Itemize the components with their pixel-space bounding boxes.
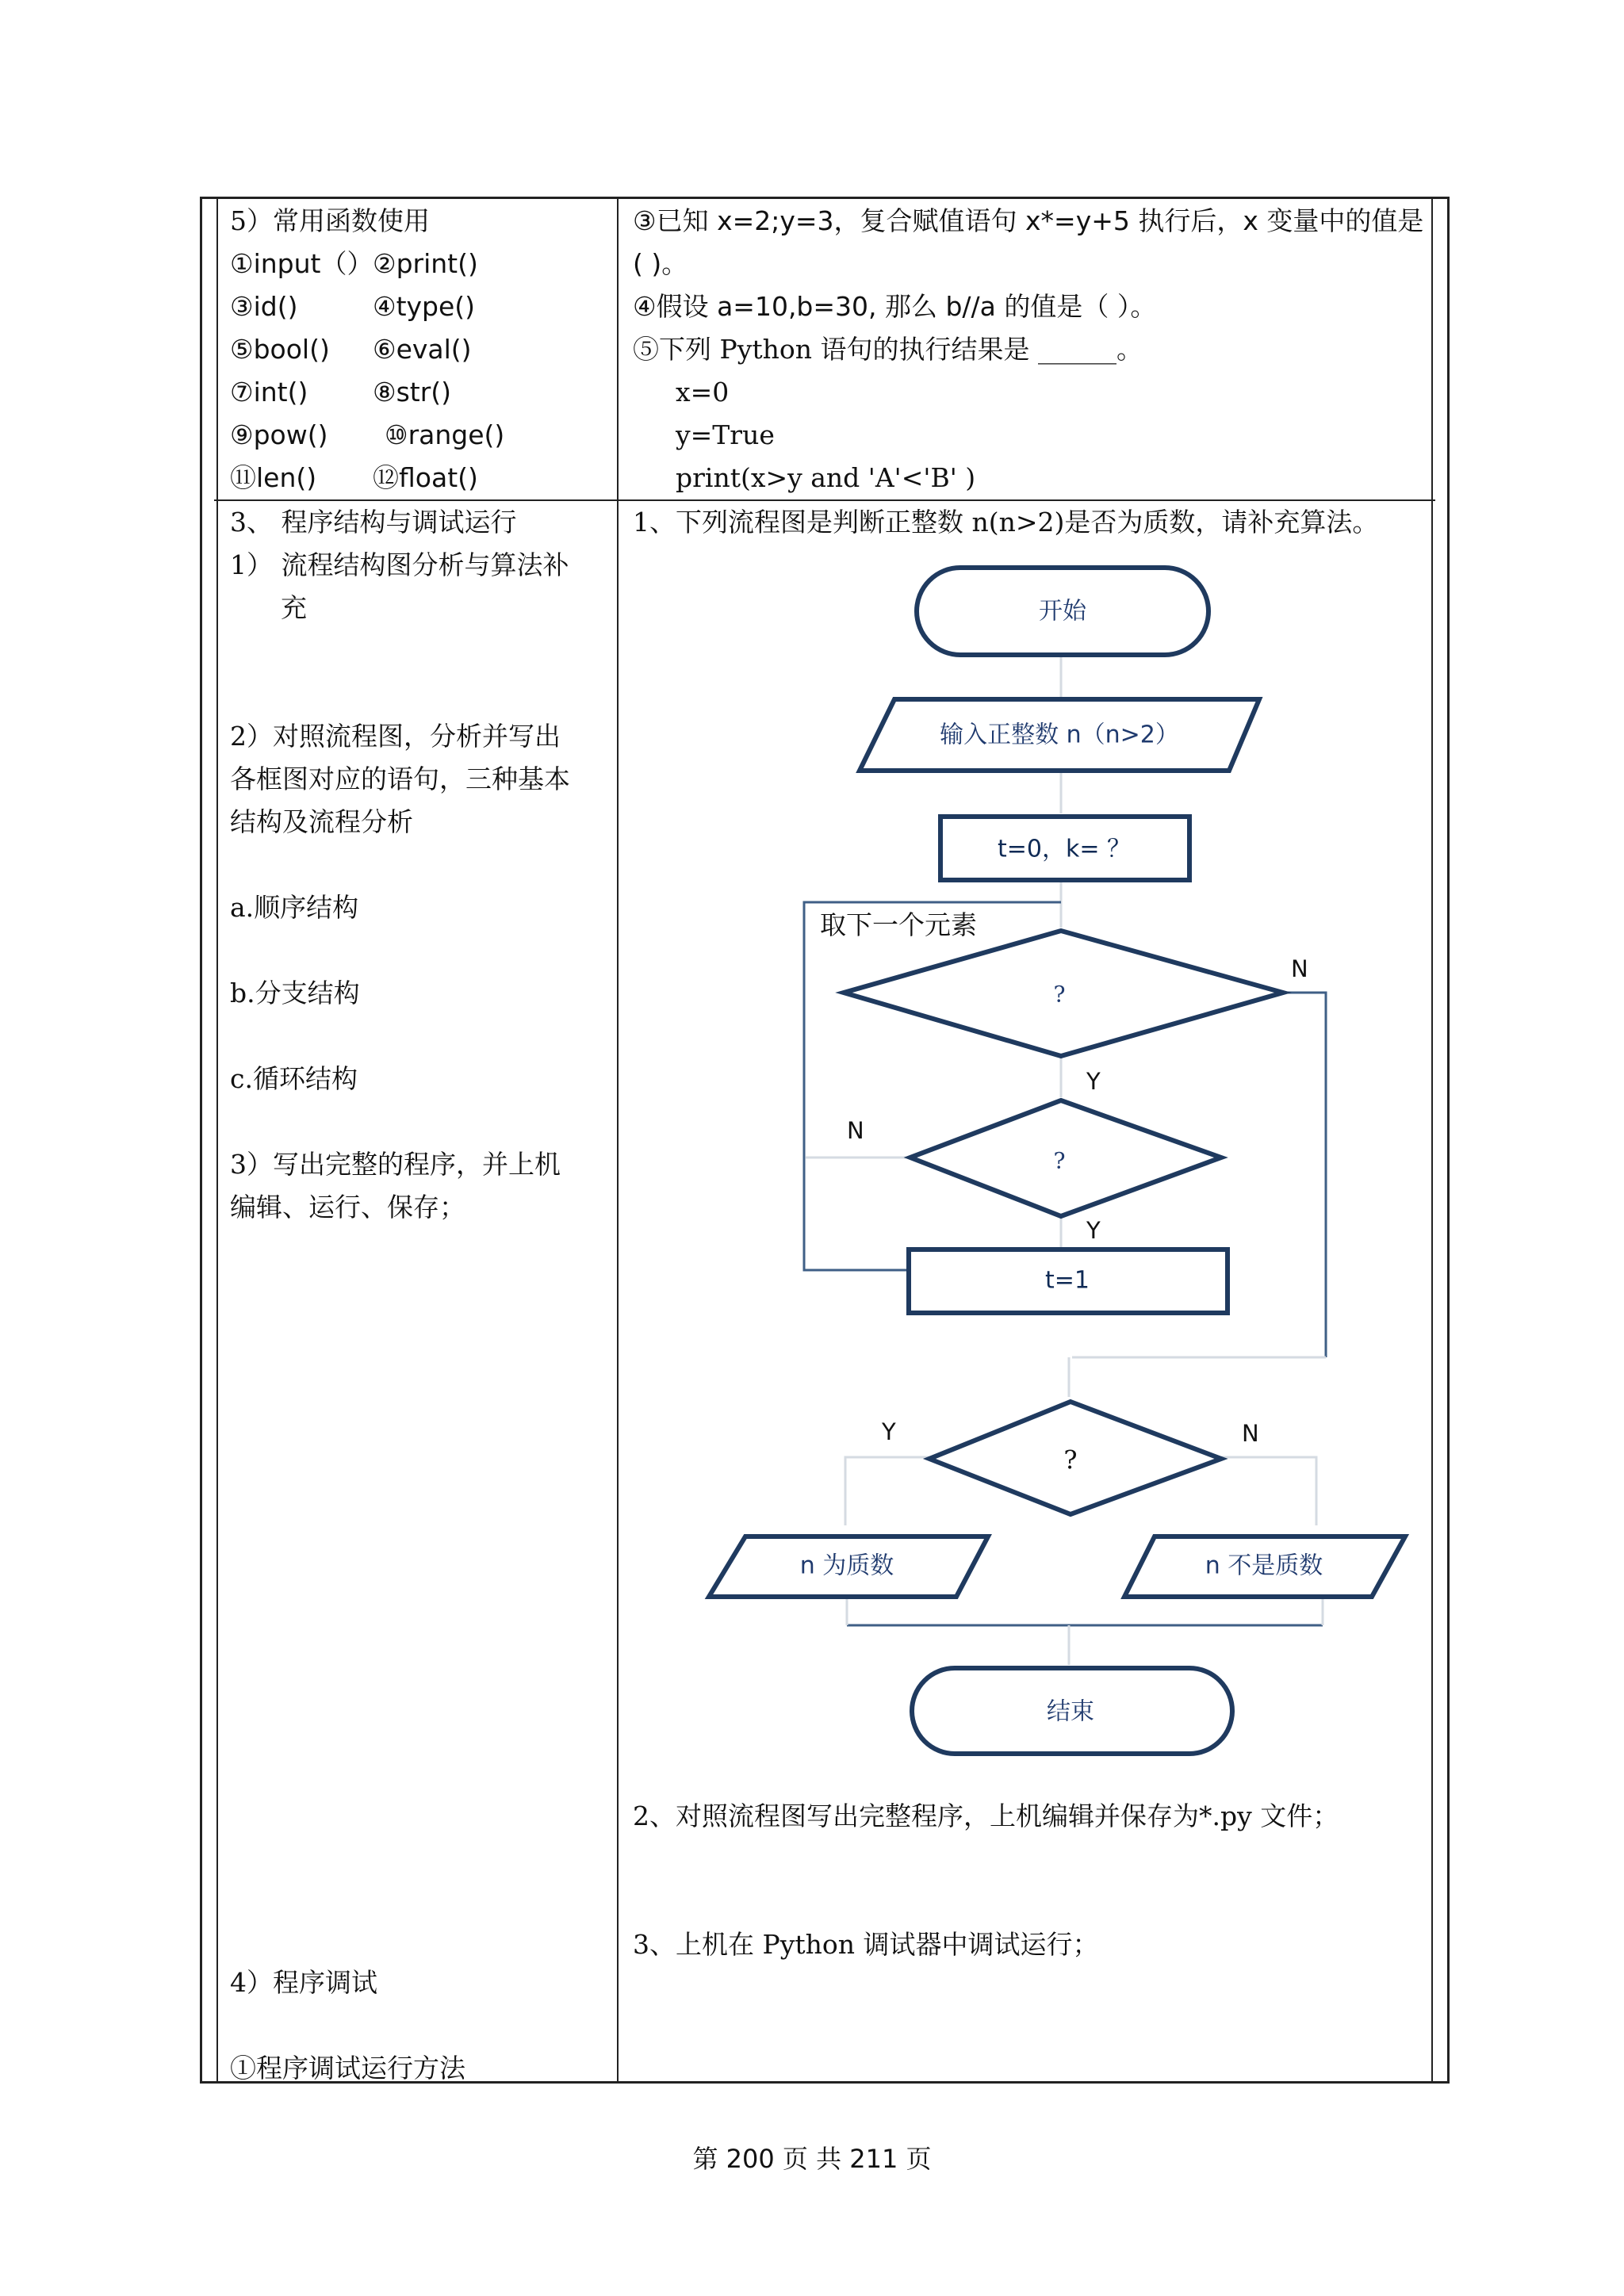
- func-float: ⑫float(): [373, 462, 478, 493]
- code-line-3: print(x>y and 'A'<'B' ): [676, 462, 976, 493]
- condition-2-diamond: [910, 1100, 1221, 1216]
- func-print: ②print(): [373, 248, 478, 279]
- cond3-yes-label: Y: [882, 1418, 896, 1445]
- start-text: 开始: [1039, 597, 1086, 626]
- loop-label: 取下一个元素: [820, 909, 977, 940]
- func-str: ⑧str(): [373, 377, 452, 408]
- output-prime-text: n 为质数: [799, 1552, 894, 1580]
- cond3-no-line: [1221, 1457, 1316, 1525]
- func-range: ⑩range(): [385, 419, 505, 450]
- output-not-prime-text: n 不是质数: [1205, 1552, 1323, 1580]
- functions-cell: [230, 200, 504, 499]
- cond2-no-label: N: [847, 1117, 864, 1144]
- section-3-1-line2: 充: [281, 592, 307, 623]
- questions-cell: [633, 200, 1423, 499]
- seq-structure: a.顺序结构: [230, 892, 359, 923]
- section-3-2-line3: 结构及流程分析: [230, 806, 413, 837]
- section-3-title: 3、 程序结构与调试运行: [230, 507, 517, 538]
- flow-question-1: 1、下列流程图是判断正整数 n(n>2)是否为质数，请补充算法。: [633, 507, 1379, 538]
- init-text: t=0，k= ？: [997, 835, 1132, 863]
- func-bool: ⑤bool(): [230, 334, 330, 365]
- func-id: ③id(): [230, 291, 298, 322]
- func-eval: ⑥eval(): [373, 334, 472, 365]
- loop-structure: c.循环结构: [230, 1063, 358, 1094]
- functions-heading: 5）常用函数使用: [230, 205, 430, 236]
- condition-3-text: ?: [1063, 1445, 1078, 1475]
- branch-structure: b.分支结构: [230, 978, 360, 1008]
- assign-text: t=1: [1045, 1266, 1090, 1295]
- prime-flowchart: [619, 507, 1443, 1776]
- cond1-yes-label: Y: [1086, 1068, 1101, 1095]
- section-3-1-line1: 1） 流程结构图分析与算法补: [230, 549, 569, 580]
- func-type: ④type(): [373, 291, 476, 322]
- question-5: ⑤下列 Python 语句的执行结果是 ______。: [633, 334, 1143, 365]
- question-4: ④假设 a=10,b=30, 那么 b//a 的值是（ ）。: [633, 291, 1157, 322]
- section-3-3-line1: 3）写出完整的程序，并上机: [230, 1149, 561, 1180]
- condition-1-text: ?: [1053, 981, 1066, 1008]
- func-pow: ⑨pow(): [230, 419, 328, 450]
- page-footer: 第 200 页 共 211 页: [692, 2144, 932, 2174]
- cond2-yes-label: Y: [1086, 1217, 1101, 1244]
- section-4-1: ①程序调试运行方法: [230, 2053, 465, 2084]
- flow-question-2: 2、对照流程图写出完整程序，上机编辑并保存为*.py 文件；: [633, 1800, 1339, 1831]
- cond1-no-label: N: [1291, 955, 1308, 982]
- section-3-2-line1: 2）对照流程图，分析并写出: [230, 721, 561, 752]
- section-3-2-line2: 各框图对应的语句，三种基本: [230, 763, 570, 794]
- func-int: ⑦int(): [230, 377, 308, 408]
- func-input: ①input（）: [230, 248, 373, 279]
- cond1-no-line: [1283, 993, 1326, 1357]
- section-3-3-line2: 编辑、运行、保存；: [230, 1192, 465, 1223]
- cond3-yes-line: [845, 1457, 931, 1525]
- section-4-title: 4）程序调试: [230, 1967, 377, 1998]
- structure-cell: [230, 501, 569, 629]
- input-text: 输入正整数 n（n>2）: [940, 721, 1179, 749]
- question-3-line2: ( )。: [633, 248, 688, 279]
- code-line-1: x=0: [676, 377, 730, 408]
- end-text: 结束: [1047, 1697, 1094, 1726]
- code-line-2: y=True: [676, 419, 775, 450]
- question-3-line1: ③已知 x=2;y=3，复合赋值语句 x*=y+5 执行后，x 变量中的值是: [633, 205, 1424, 236]
- condition-2-text: ?: [1053, 1147, 1066, 1174]
- cond3-no-label: N: [1242, 1420, 1259, 1447]
- func-len: ⑪len(): [230, 462, 317, 493]
- flow-question-3: 3、上机在 Python 调试器中调试运行；: [633, 1929, 1099, 1960]
